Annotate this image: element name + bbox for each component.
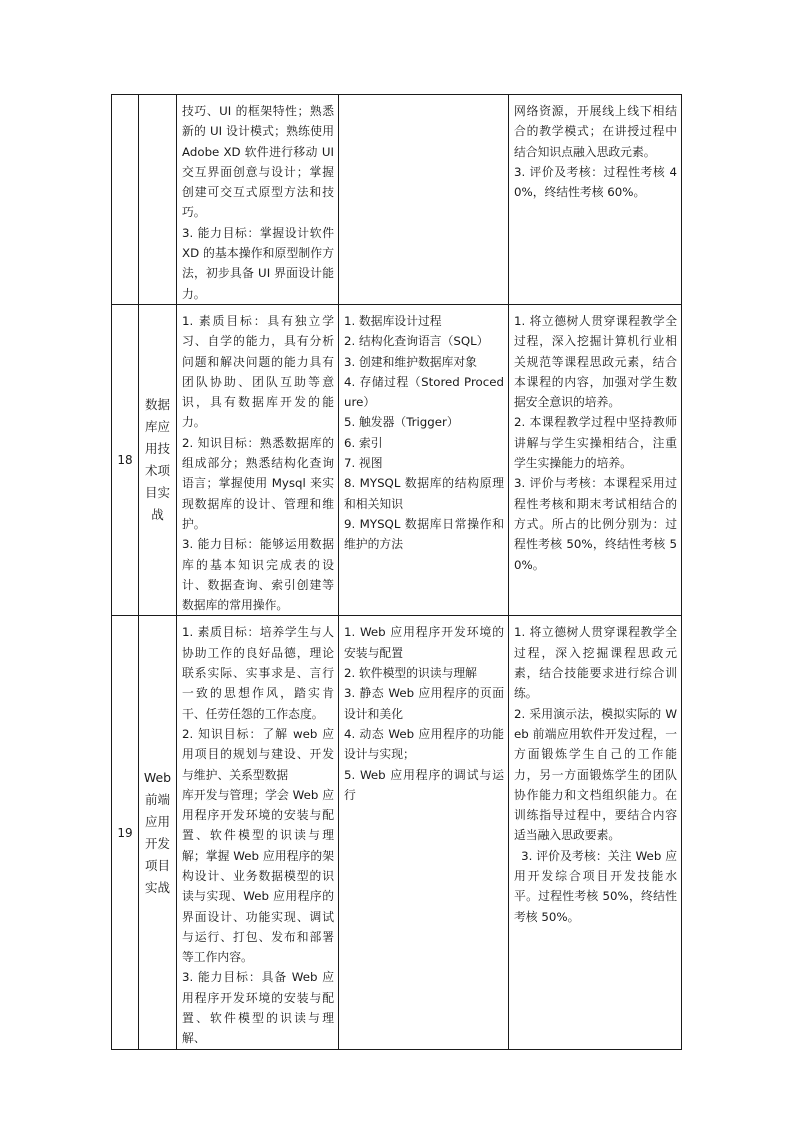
course-number-cell: [112, 95, 139, 305]
course-number-cell: 18: [112, 304, 139, 615]
method-paragraph: 2. 采用演示法，模拟实际的 Web 前端应用软件开发过程，一方面锻炼学生自己的工作能力，另一方面锻炼学生的团队协作能力和文档组织能力。在训练指导过程中，要结合内容适当融入思政要素。: [514, 706, 677, 843]
goals-cell: [177, 95, 339, 305]
content-item: 5. Web 应用程序的调试与运行: [344, 767, 504, 802]
goal-paragraph: 1. 素质目标：具有独立学习、自学的能力，具有分析问题和解决问题的能力具有团队协助、团队互助等意识，具有数据库开发的能力。: [182, 313, 334, 430]
content-item: 2. 软件模型的识读与理解: [344, 666, 477, 681]
goal-paragraph: 3. 能力目标：具备 Web 应用程序开发环境的安装与配置、软件模型的识读与理解、: [182, 970, 334, 1046]
method-paragraph: 3. 评价及考核：关注 Web 应用开发综合项目开发技能水平。过程性考核 50%，终结性考核 50%。: [514, 848, 677, 924]
content-item: 1. 数据库设计过程: [344, 313, 442, 328]
methods-cell: [509, 95, 682, 305]
content-item: 5. 触发器（Trigger）: [344, 415, 459, 430]
content-item: 3. 创建和维护数据库对象: [344, 354, 477, 369]
content-item: 8. MYSQL 数据库的结构原理和相关知识: [344, 476, 504, 511]
table-row-continued: [112, 95, 682, 305]
goals-cell: [177, 616, 339, 1049]
content-item: 7. 视图: [344, 456, 383, 471]
content-item: 4. 存储过程（Stored Procedure）: [344, 374, 504, 410]
method-paragraph: 3. 评价与考核：本课程采用过程性考核和期末考试相结合的方式。所占的比例分别为：过程性考核 50%，终结性考核 50%。: [514, 476, 677, 572]
course-name-cell: 数据库应用技术项目实战: [139, 304, 177, 615]
table-row-course-19: [112, 616, 682, 1049]
methods-cell: [509, 304, 682, 615]
method-paragraph: 网络资源，开展线上线下相结合的教学模式；在讲授过程中结合知识点融入思政元素。: [514, 104, 677, 159]
goal-paragraph: 2. 知识目标：了解 web 应用项目的规划与建设、开发与维护、关系型数据: [182, 726, 334, 782]
goal-paragraph: 技巧、UI 的框架特性；熟悉新的 UI 设计模式；熟练使用 Adobe XD 软件进行移动 UI 交互界面创意与设计；掌握创建可交互式原型方法和技巧。: [182, 104, 334, 220]
content-cell: [339, 616, 509, 1049]
method-paragraph: 1. 将立德树人贯穿课程教学全过程，深入挖掘课程思政元素，结合技能要求进行综合训练。: [514, 625, 677, 701]
method-paragraph: 2. 本课程教学过程中坚持教师讲解与学生实操相结合，注重学生实操能力的培养。: [514, 415, 677, 471]
content-item: 6. 索引: [344, 435, 383, 450]
goal-paragraph: 1. 素质目标：培养学生与人协助工作的良好品德，理论联系实际、实事求是、言行一致的思想作风，踏实肯干、任劳任怨的工作态度。: [182, 625, 334, 721]
goals-cell: [177, 304, 339, 615]
methods-cell: [509, 616, 682, 1049]
goal-paragraph: 3. 能力目标：能够运用数据库的基本知识完成表的设计、数据查询、索引创建等数据库的常用操作。: [182, 537, 334, 613]
table-row-course-18: [112, 304, 682, 615]
goal-paragraph: 库开发与管理；学会 Web 应用程序开发环境的安装与配置、软件模型的识读与理解；掌握 Web 应用程序的架构设计、业务数据模型的识读与实现、Web 应用程序的界面设计、功能实现、调试与运行、打包、发布和部署等工作内容。: [182, 787, 334, 965]
content-item: 2. 结构化查询语言（SQL）: [344, 334, 489, 349]
goal-paragraph: 3. 能力目标：掌握设计软件 XD 的基本操作和原型制作方法，初步具备 UI 界面设计能力。: [182, 225, 334, 301]
content-item: 1. Web 应用程序开发环境的安装与配置: [344, 625, 504, 660]
course-name-cell: [139, 95, 177, 305]
content-cell: [339, 304, 509, 615]
method-paragraph: 3. 评价及考核：过程性考核 40%，终结性考核 60%。: [514, 164, 677, 200]
content-item: 3. 静态 Web 应用程序的页面设计和美化: [344, 686, 504, 721]
content-item: 9. MYSQL 数据库日常操作和维护的方法: [344, 516, 504, 552]
content-cell: [339, 95, 509, 305]
content-item: 4. 动态 Web 应用程序的功能设计与实现；: [344, 726, 504, 762]
goal-paragraph: 2. 知识目标：熟悉数据库的组成部分；熟悉结构化查询语言；掌握使用 Mysql 来实现数据库的设计、管理和维护。: [182, 435, 334, 531]
course-name-cell: Web 前端应用开发项目实战: [139, 616, 177, 1049]
method-paragraph: 1. 将立德树人贯穿课程教学全过程，深入挖掘计算机行业相关规范等课程思政元素，结合本课程的内容，加强对学生数据安全意识的培养。: [514, 313, 677, 410]
course-table: [111, 94, 682, 1050]
course-number-cell: 19: [112, 616, 139, 1049]
